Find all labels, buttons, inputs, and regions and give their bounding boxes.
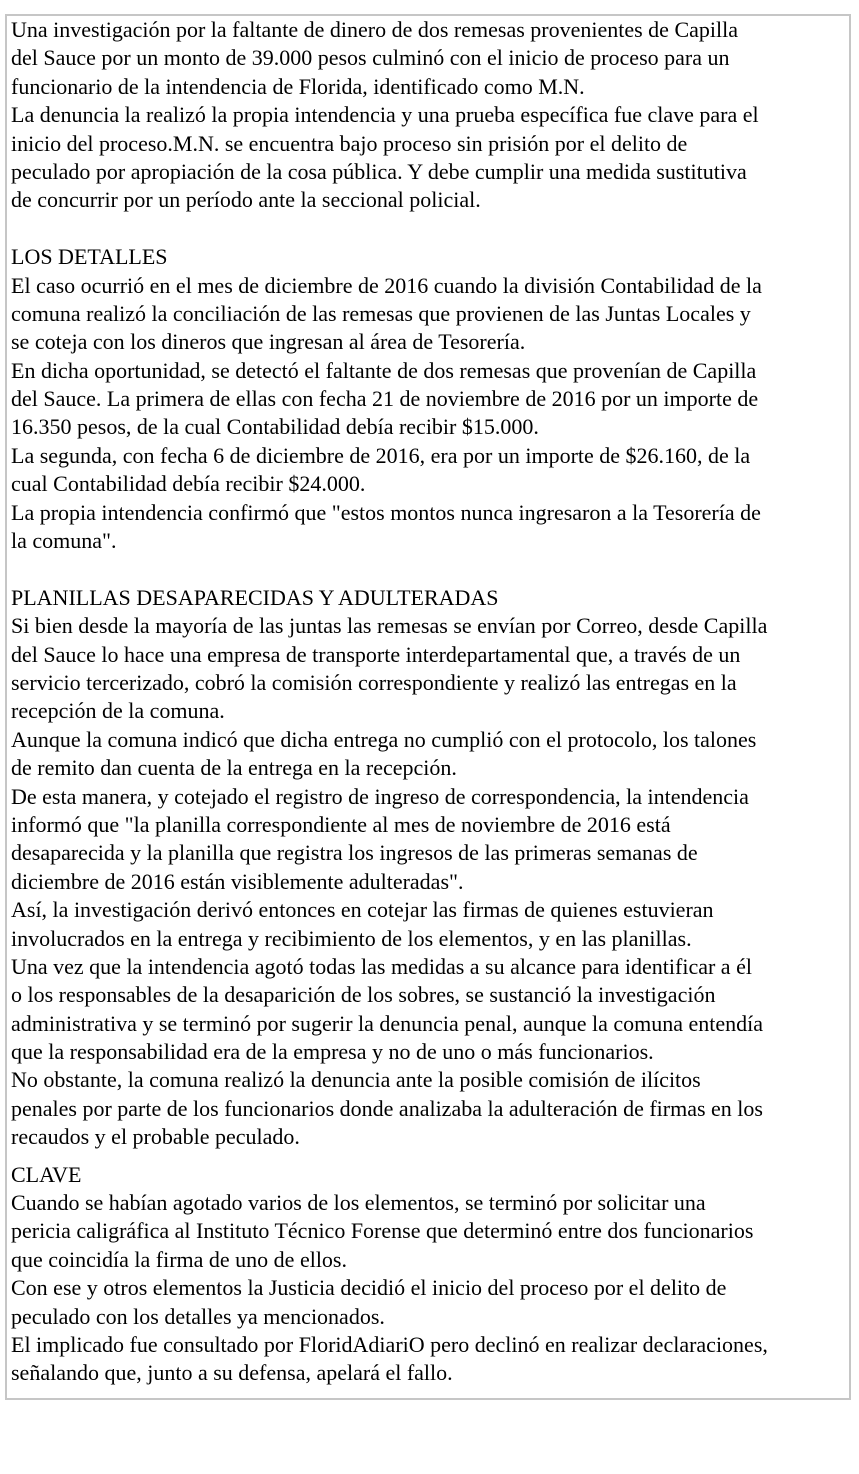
- text-line: recepción de la comuna.: [11, 698, 225, 724]
- text-line: 16.350 pesos, de la cual Contabilidad debía recibir $15.000.: [11, 414, 539, 440]
- text-line: Una investigación por la faltante de dinero de dos remesas provenientes de Capilla: [11, 17, 738, 42]
- text-line: que coincidía la firma de uno de ellos.: [11, 1246, 347, 1272]
- text-line: peculado con los detalles ya mencionados.: [11, 1303, 385, 1329]
- section-heading-line: LOS DETALLES: [11, 244, 168, 270]
- text-line: pericia caligráfica al Instituto Técnico Forense que determinó entre dos funcionarios: [11, 1218, 754, 1244]
- text-line: señalando que, junto a su defensa, apelará el fallo.: [11, 1360, 453, 1386]
- section-heading-line: CLAVE: [11, 1161, 82, 1187]
- text-line: En dicha oportunidad, se detectó el faltante de dos remesas que provenían de Capilla: [11, 357, 757, 383]
- text-line: o los responsables de la desaparición de los sobres, se sustanció la investigación: [11, 982, 716, 1008]
- text-line: La propia intendencia confirmó que "estos montos nunca ingresaron a la Tesorería de: [11, 499, 761, 525]
- text-line: involucrados en la entrega y recibimiento de los elementos, y en las planillas.: [11, 925, 692, 951]
- text-line: del Sauce lo hace una empresa de transporte interdepartamental que, a través de un: [11, 641, 741, 667]
- text-line: Una vez que la intendencia agotó todas las medidas a su alcance para identificar a él: [11, 953, 752, 979]
- text-line: funcionario de la intendencia de Florida, identificado como M.N.: [11, 73, 585, 99]
- text-line: De esta manera, y cotejado el registro de ingreso de correspondencia, la intendencia: [11, 783, 749, 809]
- text-line: No obstante, la comuna realizó la denuncia ante la posible comisión de ilícitos: [11, 1067, 701, 1093]
- text-line: Con ese y otros elementos la Justicia decidió el inicio del proceso por el delito de: [11, 1275, 727, 1301]
- text-line: Cuando se habían agotado varios de los elementos, se terminó por solicitar una: [11, 1190, 706, 1216]
- text-line: El implicado fue consultado por FloridAdiariO pero declinó en realizar declaraciones,: [11, 1331, 768, 1357]
- text-line: diciembre de 2016 están visiblemente adulteradas".: [11, 868, 464, 894]
- text-line: cual Contabilidad debía recibir $24.000.: [11, 471, 366, 497]
- text-line: Si bien desde la mayoría de las juntas las remesas se envían por Correo, desde Capilla: [11, 613, 768, 639]
- text-line: recaudos y el probable peculado.: [11, 1124, 300, 1150]
- article-text-box: [5, 14, 851, 1400]
- text-line: se coteja con los dineros que ingresan al área de Tesorería.: [11, 329, 526, 355]
- text-line: La segunda, con fecha 6 de diciembre de 2016, era por un importe de $26.160, de la: [11, 442, 751, 468]
- text-line: del Sauce. La primera de ellas con fecha 21 de noviembre de 2016 por un importe de: [11, 386, 759, 412]
- text-line: de remito dan cuenta de la entrega en la recepción.: [11, 755, 457, 781]
- text-line: peculado por apropiación de la cosa pública. Y debe cumplir una medida sustitutiva: [11, 158, 747, 184]
- text-line: Así, la investigación derivó entonces en cotejar las firmas de quienes estuvieran: [11, 897, 714, 923]
- text-line: administrativa y se terminó por sugerir la denuncia penal, aunque la comuna entendía: [11, 1010, 764, 1036]
- blank-line: [11, 555, 849, 583]
- text-line: inicio del proceso.M.N. se encuentra bajo proceso sin prisión por el delito de: [11, 130, 688, 156]
- text-line: La denuncia la realizó la propia intendencia y una prueba específica fue clave para el: [11, 102, 759, 128]
- text-line: servicio tercerizado, cobró la comisión correspondiente y realizó las entregas en la: [11, 669, 737, 695]
- text-line: que la responsabilidad era de la empresa y no de uno o más funcionarios.: [11, 1039, 654, 1065]
- text-line: El caso ocurrió en el mes de diciembre de 2016 cuando la división Contabilidad de la: [11, 272, 762, 298]
- text-line: penales por parte de los funcionarios donde analizaba la adulteración de firmas en los: [11, 1095, 763, 1121]
- text-line: de concurrir por un período ante la seccional policial.: [11, 187, 481, 213]
- blank-line: [11, 215, 849, 243]
- text-line: desaparecida y la planilla que registra los ingresos de las primeras semanas de: [11, 840, 698, 866]
- text-line: Aunque la comuna indicó que dicha entrega no cumplió con el protocolo, los talones: [11, 726, 757, 752]
- text-line: comuna realizó la conciliación de las remesas que provienen de las Juntas Locales y: [11, 300, 751, 326]
- text-line: informó que "la planilla correspondiente al mes de noviembre de 2016 está: [11, 811, 671, 837]
- text-line: la comuna".: [11, 528, 117, 554]
- section-heading-line: PLANILLAS DESAPARECIDAS Y ADULTERADAS: [11, 584, 499, 610]
- text-line: del Sauce por un monto de 39.000 pesos culminó con el inicio de proceso para un: [11, 45, 730, 71]
